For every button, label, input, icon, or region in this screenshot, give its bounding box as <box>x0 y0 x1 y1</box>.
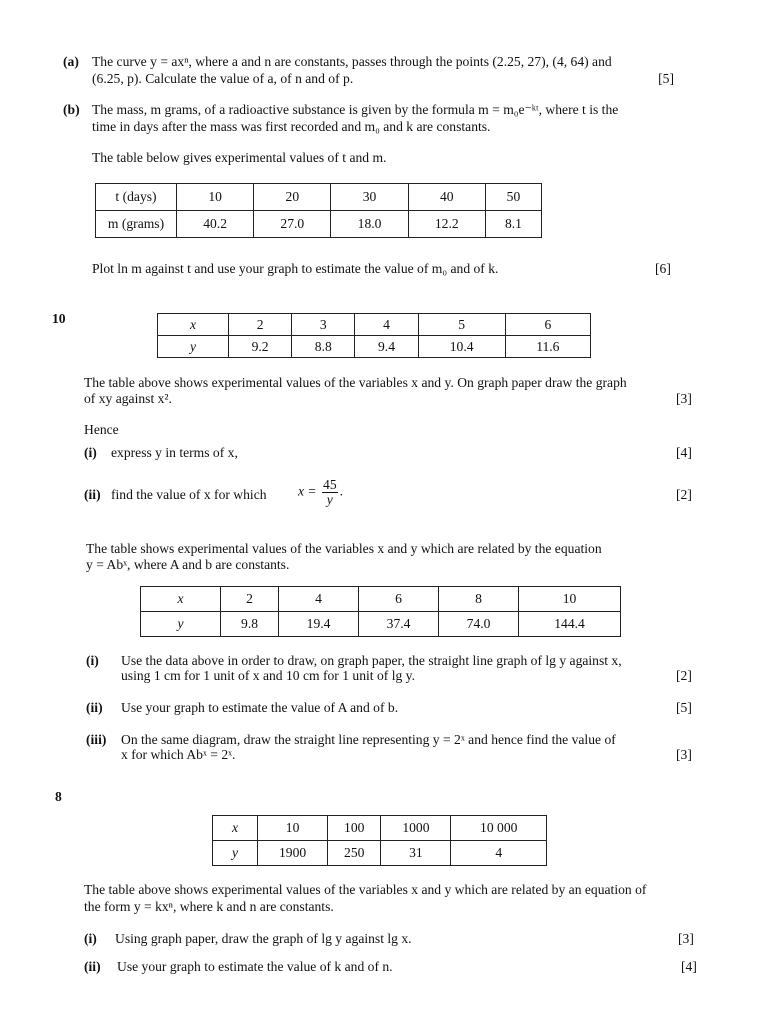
q10-part-ii-text: find the value of x for which <box>111 487 267 502</box>
table-cell: 9.8 <box>221 612 279 637</box>
q9b-line1: The mass, m grams, of a radioactive substance is given by the formula m = m₀e⁻ᵏᵗ, where t is the <box>92 102 619 117</box>
table-cell: 3 <box>292 314 355 336</box>
q8-number: 8 <box>55 789 62 804</box>
table-cell: 31 <box>381 841 451 866</box>
table-cell: 1000 <box>381 816 451 841</box>
table-cell: 5 <box>418 314 505 336</box>
q10-hence: Hence <box>84 422 119 437</box>
q8-part-ii-label: (ii) <box>84 959 101 974</box>
table-cell: 9.4 <box>355 336 418 358</box>
table-cell: 4 <box>279 587 359 612</box>
fraction <box>322 478 338 507</box>
table-cell: 20 <box>254 184 331 211</box>
table-row <box>141 612 621 637</box>
q11-part-i-line2: using 1 cm for 1 unit of x and 10 cm for 1 unit of lg y. <box>121 668 415 683</box>
table-cell: y <box>158 336 229 358</box>
table-cell: 2 <box>229 314 292 336</box>
table-cell: 8.1 <box>485 211 541 238</box>
q8-part-i-label: (i) <box>84 931 97 946</box>
table-cell: 1900 <box>258 841 328 866</box>
table-cell: 4 <box>451 841 547 866</box>
table-cell: m (grams) <box>96 211 177 238</box>
q8-part-i-text: Using graph paper, draw the graph of lg y against lg x. <box>115 931 412 946</box>
table-cell: 50 <box>485 184 541 211</box>
table-cell: y <box>213 841 258 866</box>
table-cell: x <box>213 816 258 841</box>
q11-line2: y = Abˣ, where A and b are constants. <box>86 557 290 572</box>
table-cell: 40 <box>408 184 485 211</box>
q9b-table <box>95 183 542 238</box>
table-cell: 250 <box>328 841 381 866</box>
table-cell: 6 <box>505 314 590 336</box>
table-row <box>158 336 591 358</box>
table-cell: 10 <box>519 587 621 612</box>
q9b-line2: time in days after the mass was first recorded and m₀ and k are constants. <box>92 119 491 134</box>
q11-part-ii-line1: Use your graph to estimate the value of A and of b. <box>121 700 399 715</box>
q9b-marks: [6] <box>655 261 671 276</box>
q9b-label: (b) <box>63 102 80 117</box>
table-cell: 8 <box>439 587 519 612</box>
q9a-block <box>63 54 674 88</box>
q11-table <box>140 586 621 637</box>
q11-line1: The table shows experimental values of the variables x and y which are related by the equation <box>86 541 602 556</box>
q11-part-iii-line1: On the same diagram, draw the straight line representing y = 2ˣ and hence find the value of <box>121 732 616 747</box>
table-cell: t (days) <box>96 184 177 211</box>
q8-line1: The table above shows experimental values of the variables x and y which are related by an equation of <box>84 882 647 897</box>
table-row <box>213 816 547 841</box>
table-row <box>213 841 547 866</box>
q11-part-i-marks: [2] <box>676 668 692 683</box>
q8-part-ii-text: Use your graph to estimate the value of k and of n. <box>117 959 393 974</box>
q10-part-i-label: (i) <box>84 445 97 460</box>
table-cell: 144.4 <box>519 612 621 637</box>
q8-part-ii-marks: [4] <box>681 959 697 974</box>
q10-part-ii-label: (ii) <box>84 487 101 502</box>
q10-part-i-text: express y in terms of x, <box>111 445 238 460</box>
q10-marks: [3] <box>676 391 692 406</box>
table-cell: 19.4 <box>279 612 359 637</box>
table-row <box>141 587 621 612</box>
table-cell: 37.4 <box>359 612 439 637</box>
q10-number: 10 <box>52 311 66 326</box>
table-row <box>96 211 542 238</box>
q9a-line1: The curve y = axⁿ, where a and n are constants, passes through the points (2.25, 27), (4, 64) and <box>92 54 612 69</box>
table-row <box>96 184 542 211</box>
table-cell: 18.0 <box>331 211 408 238</box>
fraction-numerator: 45 <box>323 477 337 492</box>
table-cell: 10 000 <box>451 816 547 841</box>
q9b-block <box>63 102 674 136</box>
q11-part-i-line1: Use the data above in order to draw, on graph paper, the straight line graph of lg y against x, <box>121 653 622 668</box>
table-cell: 9.2 <box>229 336 292 358</box>
q11-part-ii-label: (ii) <box>86 700 103 715</box>
q11-part-iii-label: (iii) <box>86 732 107 747</box>
table-cell: 4 <box>355 314 418 336</box>
q9a-marks: [5] <box>658 71 674 86</box>
q10-part-i-marks: [4] <box>676 445 692 460</box>
fraction-denominator: y <box>326 492 333 507</box>
q9a-label: (a) <box>63 54 79 69</box>
q10-part-ii-marks: [2] <box>676 487 692 502</box>
q10-table <box>157 313 591 358</box>
q9a-line2: (6.25, p). Calculate the value of a, of n and of p. <box>92 71 354 86</box>
table-cell: 30 <box>331 184 408 211</box>
table-cell: 8.8 <box>292 336 355 358</box>
table-cell: 27.0 <box>254 211 331 238</box>
table-cell: 10 <box>258 816 328 841</box>
table-cell: 100 <box>328 816 381 841</box>
table-cell: 10.4 <box>418 336 505 358</box>
q8-part-i-marks: [3] <box>678 931 694 946</box>
q9b-intro: The table below gives experimental values of t and m. <box>92 150 387 165</box>
q11-part-iii-marks: [3] <box>676 747 692 762</box>
table-cell: 6 <box>359 587 439 612</box>
q8-table <box>212 815 547 866</box>
q8-line2: the form y = kxⁿ, where k and n are constants. <box>84 899 334 914</box>
table-cell: 2 <box>221 587 279 612</box>
equation-lhs: x = <box>298 483 317 499</box>
q11-part-ii-marks: [5] <box>676 700 692 715</box>
table-cell: x <box>141 587 221 612</box>
table-cell: x <box>158 314 229 336</box>
table-cell: y <box>141 612 221 637</box>
q10-line1: The table above shows experimental values of the variables x and y. On graph paper draw the graph <box>84 375 627 390</box>
q11-part-iii-line2: x for which Abˣ = 2ˣ. <box>121 747 236 762</box>
table-row <box>158 314 591 336</box>
q11-part-i-label: (i) <box>86 653 99 668</box>
equation-end: . <box>339 483 344 499</box>
table-cell: 74.0 <box>439 612 519 637</box>
table-cell: 12.2 <box>408 211 485 238</box>
table-cell: 10 <box>177 184 254 211</box>
q10-line2: of xy against x². <box>84 391 172 406</box>
q10-part-ii-equation <box>298 478 343 507</box>
table-cell: 11.6 <box>505 336 590 358</box>
q9b-task: Plot ln m against t and use your graph to estimate the value of m₀ and of k. <box>92 261 499 276</box>
table-cell: 40.2 <box>177 211 254 238</box>
